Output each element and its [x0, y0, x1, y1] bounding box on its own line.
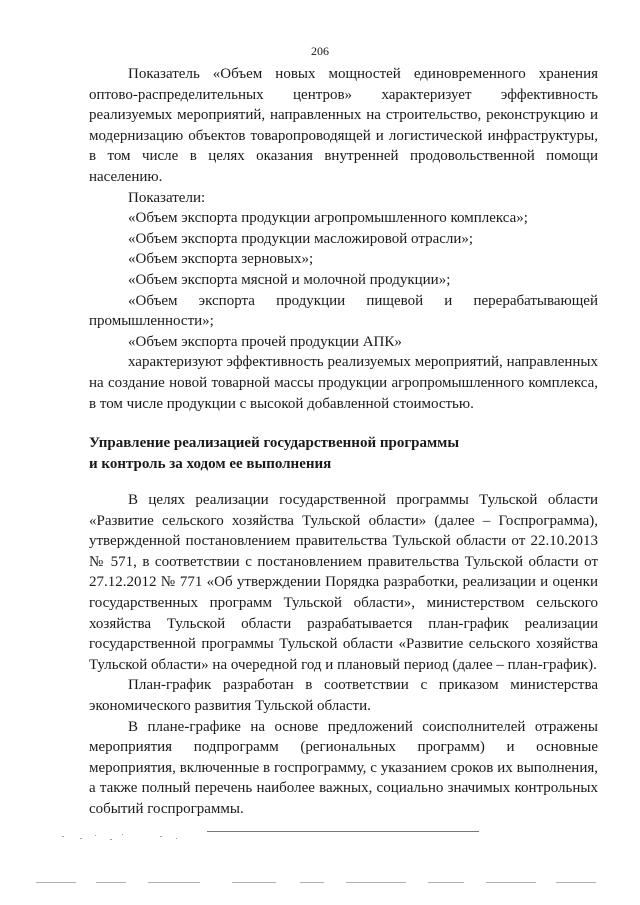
paragraph-storage-capacity-indicator: Показатель «Объем новых мощностей единовременного хранения оптово-распределительных центров» характеризует эффективность реализуемых мероприятий, направленных на строительство, реконструкцию и модернизацию объектов товаропроводящей и логистической инфраструктуры, в том числе в целях оказания внутренней продовольственной помощи населению.	[89, 66, 598, 185]
document-body	[89, 64, 598, 820]
indicator-other-agro-export: «Объем экспорта прочей продукции АПК»	[128, 333, 402, 350]
paragraph-program-implementation: В целях реализации государственной программы Тульской области «Развитие сельского хозяйства Тульской области» (далее – Госпрограмма), утвержденной постановлением правительства Тульской области от 22.10.2013 № 571, в соответствии с постановлением правительства Тульской области от 27.12.2012 № 771 «Об утверждении Порядка разработки, реализации и оценки государственных программ Тульской области», министерством сельского хозяйства Тульской области разрабатывается план-график реализации государственной программы Тульской области «Развитие сельского хозяйства Тульской области» на очередной год и плановый период (далее – план-график).	[89, 492, 598, 673]
indicator-meat-dairy-export: «Объем экспорта мясной и молочной продукции»;	[128, 271, 451, 288]
section-heading-line-2: и контроль за ходом ее выполнения	[89, 455, 332, 472]
indicator-grain-export: «Объем экспорта зерновых»;	[128, 251, 314, 268]
paragraph-schedule-contents: В плане-графике на основе предложений соисполнителей отражены мероприятия подпрограмм (региональных программ) и основные мероприятия, включенные в госпрограмму, с указанием сроков их выполнения, а также полный перечень наиболее важных, социально значимых контрольных событий госпрограммы.	[89, 718, 598, 817]
page-number: 206	[311, 44, 329, 58]
footer-rule	[207, 831, 479, 832]
paragraph-indicators-characterize: характеризуют эффективность реализуемых мероприятий, направленных на создание новой товарной массы продукции агропромышленного комплекса, в том числе продукции с высокой добавленной стоимостью.	[89, 354, 598, 412]
paragraph-schedule-developed: План-график разработан в соответствии с приказом министерства экономического развития Тульской области.	[89, 677, 598, 715]
indicator-food-processing-export: «Объем экспорта продукции пищевой и перерабатывающей промышленности»;	[89, 292, 598, 330]
section-heading-line-1: Управление реализацией государственной программы	[89, 435, 460, 452]
indicator-oil-fat-export: «Объем экспорта продукции масложировой отрасли»;	[128, 230, 474, 247]
indicator-agro-export: «Объем экспорта продукции агропромышленного комплекса»;	[128, 210, 528, 227]
paragraph-indicators-label: Показатели:	[128, 189, 206, 206]
section-heading	[89, 433, 598, 474]
